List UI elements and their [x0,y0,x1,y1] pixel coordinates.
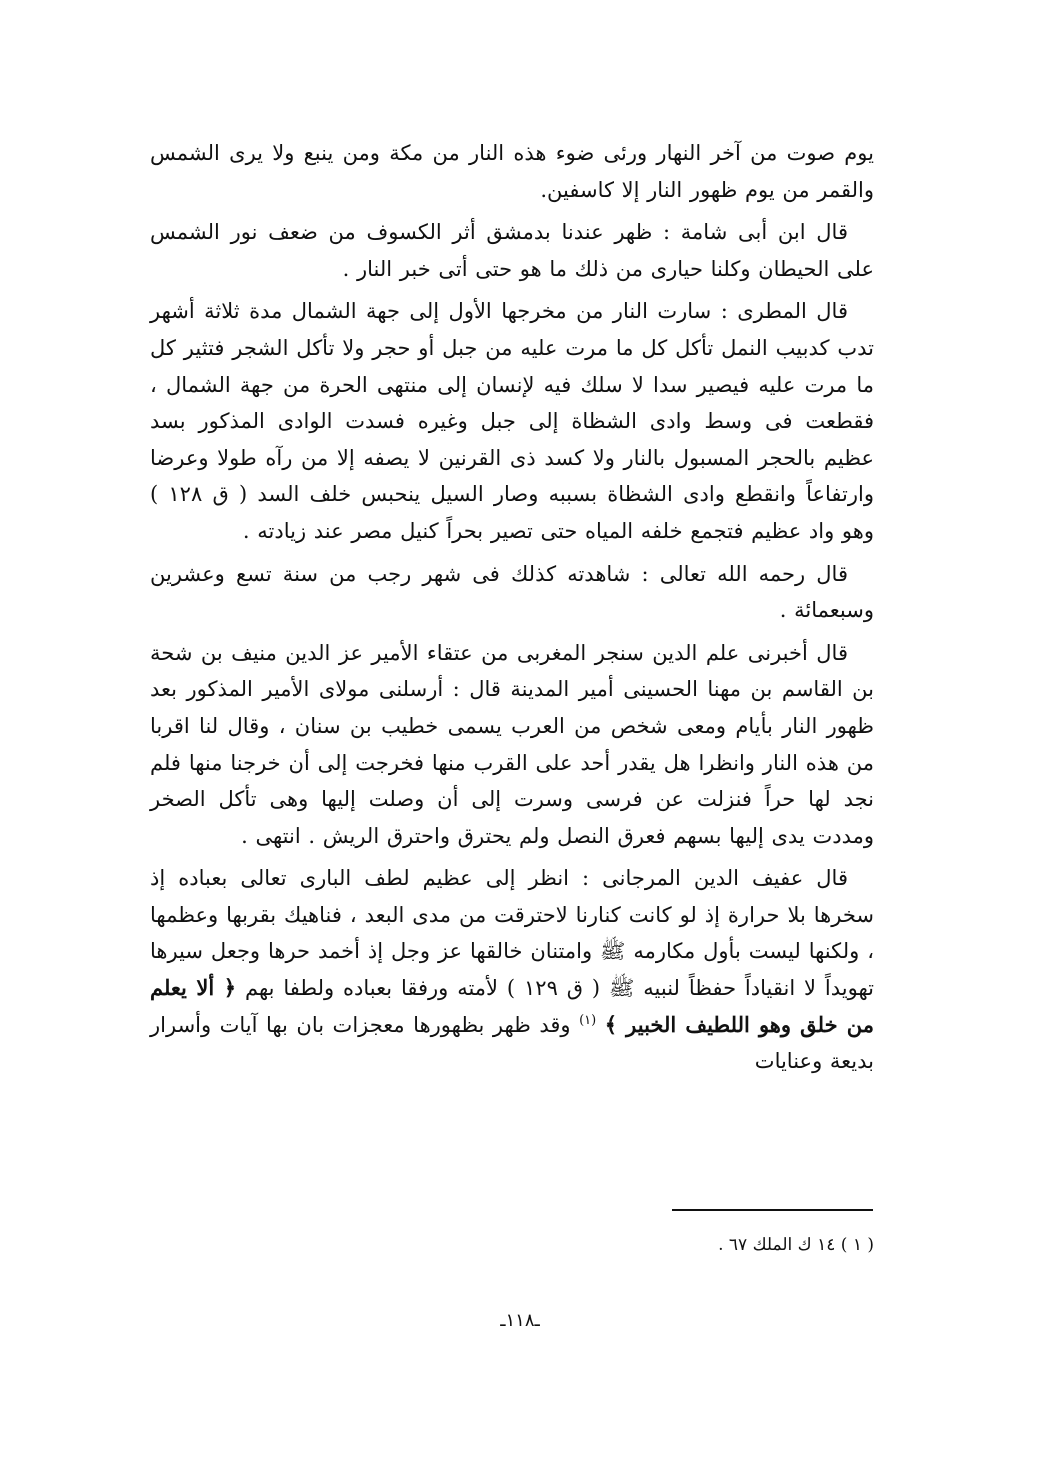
paragraph-4: قال رحمه الله تعالى : شاهدته كذلك فى شهر رجب من سنة تسع وعشرين وسبعمائة . [150,561,874,623]
paragraph-6-text-after: وقد ظهر بظهورها معجزات بان بها آيات وأسرار بديعة وعنايات [150,1012,874,1074]
paragraph-1: يوم صوت من آخر النهار ورئى ضوء هذه النار من مكة ومن ينبع ولا يرى الشمس والقمر من يوم ظهور النار إلا كاسفين. [150,141,874,202]
paragraph-3: قال المطرى : سارت النار من مخرجها الأول إلى جهة الشمال مدة ثلاثة أشهر تدب كدبيب النمل تأكل كل ما مرت عليه من جبل أو حجر ولا تأكل الشجر فتثير كل ما مرت عليه فيصير سدا لا سلك فيه لإنسان إلى منتهى الحرة من جهة الشمال ، فقطعت فى وسط وادى الشظاة إلى جبل وغيره فسدت الوادى المذكور بسد عظيم بالحجر المسبول بالنار ولا كسد ذى القرنين لا يصفه إلا من رآه طولا وعرضا وارتفاعاً وانقطع وادى الشظاة بسببه وصار السيل ينحبس خلف السد ( ق ١٢٨ ) وهو واد عظيم فتجمع خلفه المياه حتى تصير بحراً كنيل مصر عند زيادته . [150,299,874,543]
page-body [150,135,874,1086]
footnote: ( ١ ) ١٤ ك الملك ٦٧ . [718,1235,874,1255]
paragraph-5: قال أخبرنى علم الدين سنجر المغربى من عتقاء الأمير عز الدين منيف بن شحة بن القاسم بن مهنا الحسينى أمير المدينة قال : أرسلنى مولاى الأمير المذكور بعد ظهور النار بأيام ومعى شخص من العرب يسمى خطيب بن سنان ، وقال لنا اقربا من هذه النار وانظرا هل يقدر أحد على القرب منها فخرجت إلى أن خرجنا منها فلم نجد لها حراً فنزلت عن فرسى وسرت إلى أن وصلت إليها وهى تأكل الصخر ومددت يدى إليها بسهم فعرق النصل ولم يحترق واحترق الريش . انتهى . [150,640,874,848]
footnote-divider [672,1209,873,1211]
page-number: ـ١١٨ـ [500,1310,540,1331]
footnote-reference: (١) [579,1012,597,1028]
paragraph-6-text-before: قال عفيف الدين المرجانى : انظر إلى عظيم لطف البارى تعالى بعباده إذ سخرها بلا حرارة إذ لو كانت كنارنا لاحترقت من مدى البعد ، فناهيك بقربها وعظمها ، ولكنها ليست بأول مكارمه ﷺ وامتنان خالقها عز وجل إذ أخمد حرها وجعل سيرها تهويداً لا انقياداً حفظاً لنبيه ﷺ ( ق ١٢٩ ) لأمته ورفقا بعباده ولطفا بهم [150,866,874,1001]
paragraph-6 [150,860,874,1080]
paragraph-2: قال ابن أبى شامة : ظهر عندنا بدمشق أثر الكسوف من ضعف نور الشمس على الحيطان وكلنا حيارى من ذلك ما هو حتى أتى خبر النار . [150,220,874,281]
quran-quote: ﴿ ألا يعلم من خلق وهو اللطيف الخبير ﴾ [150,975,874,1037]
